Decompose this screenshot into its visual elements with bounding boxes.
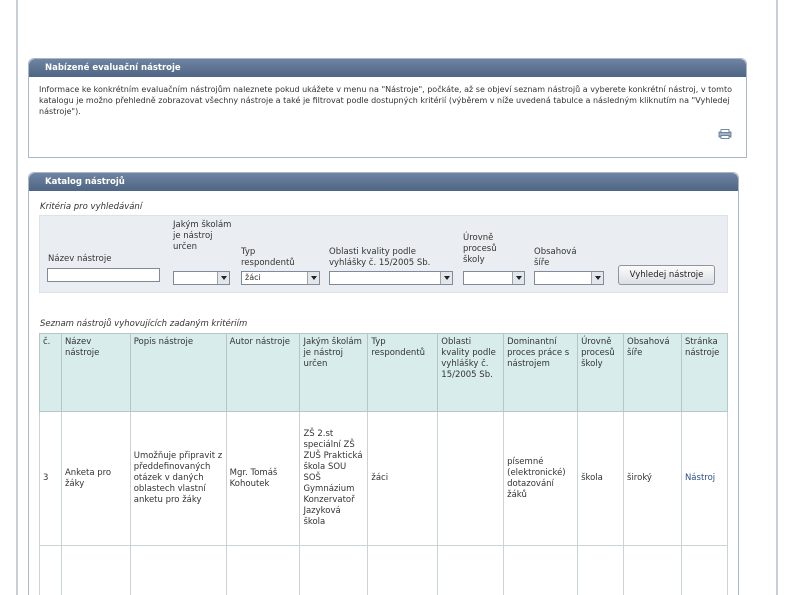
- school-filter-label: Jakým školám je nástroj určen: [173, 220, 232, 252]
- table-row: [40, 412, 728, 546]
- school-filter-select[interactable]: [173, 271, 230, 285]
- respondent-filter-label: Typ respondentů: [241, 247, 295, 268]
- column-header-respondents: Typ respondentů: [368, 334, 438, 412]
- respondent-filter-select[interactable]: [241, 271, 320, 285]
- cell-levels: škola: [578, 412, 624, 546]
- cell-schools: ZŠ 2.st speciální ZŠ ZUŠ Praktická škola SOU SOŠ Gymnázium Konzervatoř Jazyková škola: [300, 412, 368, 546]
- table-row: [40, 546, 728, 595]
- name-filter-label: Název nástroje: [48, 254, 112, 264]
- column-header-scope: Obsahová šíře: [624, 334, 682, 412]
- criteria-title: Kritéria pro vyhledávání: [40, 202, 143, 212]
- info-panel: [28, 58, 747, 158]
- cell-process: písemné (elektronické) dotazování žáků: [504, 412, 578, 546]
- cell-scope: široký: [624, 412, 682, 546]
- name-filter-input[interactable]: [47, 268, 160, 282]
- page-frame-right: [776, 0, 778, 595]
- results-list-title: Seznam nástrojů vyhovujících zadaným kritériím: [40, 319, 248, 329]
- results-table: [39, 333, 728, 595]
- cell-author: Mgr. Tomáš Kohoutek: [226, 412, 300, 546]
- filter-box: [39, 215, 728, 293]
- area-filter-select[interactable]: [329, 271, 453, 285]
- catalog-panel: [28, 172, 739, 595]
- chevron-down-icon: [591, 272, 603, 284]
- column-header-process: Dominantní proces práce s nástrojem: [504, 334, 578, 412]
- column-header-schools: Jakým školám je nástroj určen: [300, 334, 368, 412]
- info-panel-title: Nabízené evaluační nástroje: [29, 59, 746, 77]
- scope-filter-label: Obsahová šíře: [534, 247, 577, 268]
- cell-number: 3: [40, 412, 62, 546]
- catalog-panel-title: Katalog nástrojů: [29, 173, 738, 191]
- column-header-author: Autor nástroje: [226, 334, 300, 412]
- search-tools-button[interactable]: Vyhledej nástroje: [618, 265, 715, 285]
- page-frame-left: [16, 0, 18, 595]
- chevron-down-icon: [217, 272, 229, 284]
- table-header-row: [40, 334, 728, 412]
- cell-name: Anketa pro žáky: [61, 412, 130, 546]
- column-header-areas: Oblasti kvality podle vyhlášky č. 15/2005 Sb.: [438, 334, 504, 412]
- cell-page-link[interactable]: [681, 412, 727, 546]
- cell-description: Umožňuje připravit z předdefinovaných otázek v daných oblastech vlastní anketu pro žáky: [130, 412, 226, 546]
- column-header-page: Stránka nástroje: [681, 334, 727, 412]
- info-panel-text: Informace ke konkrétním evaluačním nástrojům naleznete pokud ukážete v menu na "Nástroje", počkáte, až se objeví seznam nástrojů a vyberete konkrétní nástroj, v tomto katalogu je možno přehledně zobrazovat všechny nástroje a také je filtrovat podle dostupných kritérií (výběrem v níže uvedená tabulce a následným kliknutím na "Vyhledej nástroje").: [39, 85, 732, 116]
- respondent-filter-value: žáci: [245, 273, 261, 282]
- print-icon[interactable]: [718, 129, 732, 139]
- level-filter-select[interactable]: [463, 271, 525, 285]
- column-header-name: Název nástroje: [61, 334, 130, 412]
- column-header-levels: Úrovně procesů školy: [578, 334, 624, 412]
- chevron-down-icon: [512, 272, 524, 284]
- column-header-description: Popis nástroje: [130, 334, 226, 412]
- cell-areas: [438, 412, 504, 546]
- cell-respondents: žáci: [368, 412, 438, 546]
- chevron-down-icon: [307, 272, 319, 284]
- column-header-number: č.: [40, 334, 62, 412]
- chevron-down-icon: [440, 272, 452, 284]
- scope-filter-select[interactable]: [534, 271, 604, 285]
- tool-page-link[interactable]: Nástroj: [684, 473, 716, 483]
- level-filter-label: Úrovně procesů školy: [463, 233, 497, 265]
- area-filter-label: Oblasti kvality podle vyhlášky č. 15/2005 Sb.: [329, 247, 431, 268]
